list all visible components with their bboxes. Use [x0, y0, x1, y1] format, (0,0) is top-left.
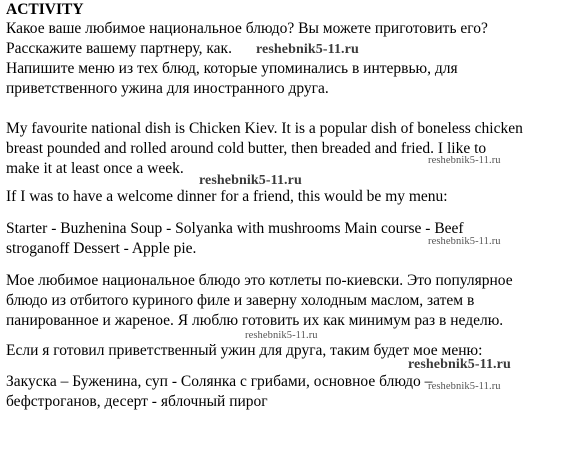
watermark-text: reshebnik5-11.ru: [408, 357, 511, 372]
activity-heading: ACTIVITY: [6, 1, 84, 18]
watermark-text: reshebnik5-11.ru: [428, 381, 501, 392]
watermark-text: reshebnik5-11.ru: [256, 42, 359, 57]
task-line-4: приветственного ужина для иностранного друга.: [6, 80, 329, 97]
answer-ru-line-4: Если я готовил приветственный ужин для друга, таким будет мое меню:: [6, 342, 483, 359]
answer-ru-line-3: панированное и жареное. Я люблю готовить их как минимум раз в неделю.: [6, 312, 504, 329]
answer-ru-line-1: Мое любимое национальное блюдо это котлеты по-киевски. Это популярное: [6, 272, 513, 289]
answer-en-line-1: My favourite national dish is Chicken Kiev. It is a popular dish of boneless chicken: [6, 120, 523, 137]
watermark-text: reshebnik5-11.ru: [428, 155, 501, 166]
answer-en-line-4: If I was to have a welcome dinner for a friend, this would be my menu:: [6, 188, 448, 205]
answer-en-line-5: Starter - Buzhenina Soup - Solyanka with mushrooms Main course - Beef: [6, 220, 464, 237]
answer-en-line-6: stroganoff Dessert - Apple pie.: [6, 240, 197, 257]
answer-ru-line-2: блюдо из отбитого куриного филе и заверну холодным маслом, затем в: [6, 292, 475, 309]
task-line-1: Какое ваше любимое национальное блюдо? Вы можете приготовить его?: [6, 20, 488, 37]
watermark-text: reshebnik5-11.ru: [245, 330, 318, 341]
answer-ru-line-6: бефстроганов, десерт - яблочный пирог: [6, 393, 268, 410]
watermark-text: reshebnik5-11.ru: [199, 173, 302, 188]
answer-en-line-2: breast pounded and rolled around cold butter, then breaded and fried. I like to: [6, 140, 487, 157]
task-line-2: Расскажите вашему партнеру, как.: [6, 40, 232, 57]
task-line-3: Напишите меню из тех блюд, которые упоминались в интервью, для: [6, 60, 458, 77]
answer-en-line-3: make it at least once a week.: [6, 160, 184, 177]
watermark-text: reshebnik5-11.ru: [428, 236, 501, 247]
answer-ru-line-5: Закуска – Буженина, суп - Солянка с грибами, основное блюдо –: [6, 373, 433, 390]
